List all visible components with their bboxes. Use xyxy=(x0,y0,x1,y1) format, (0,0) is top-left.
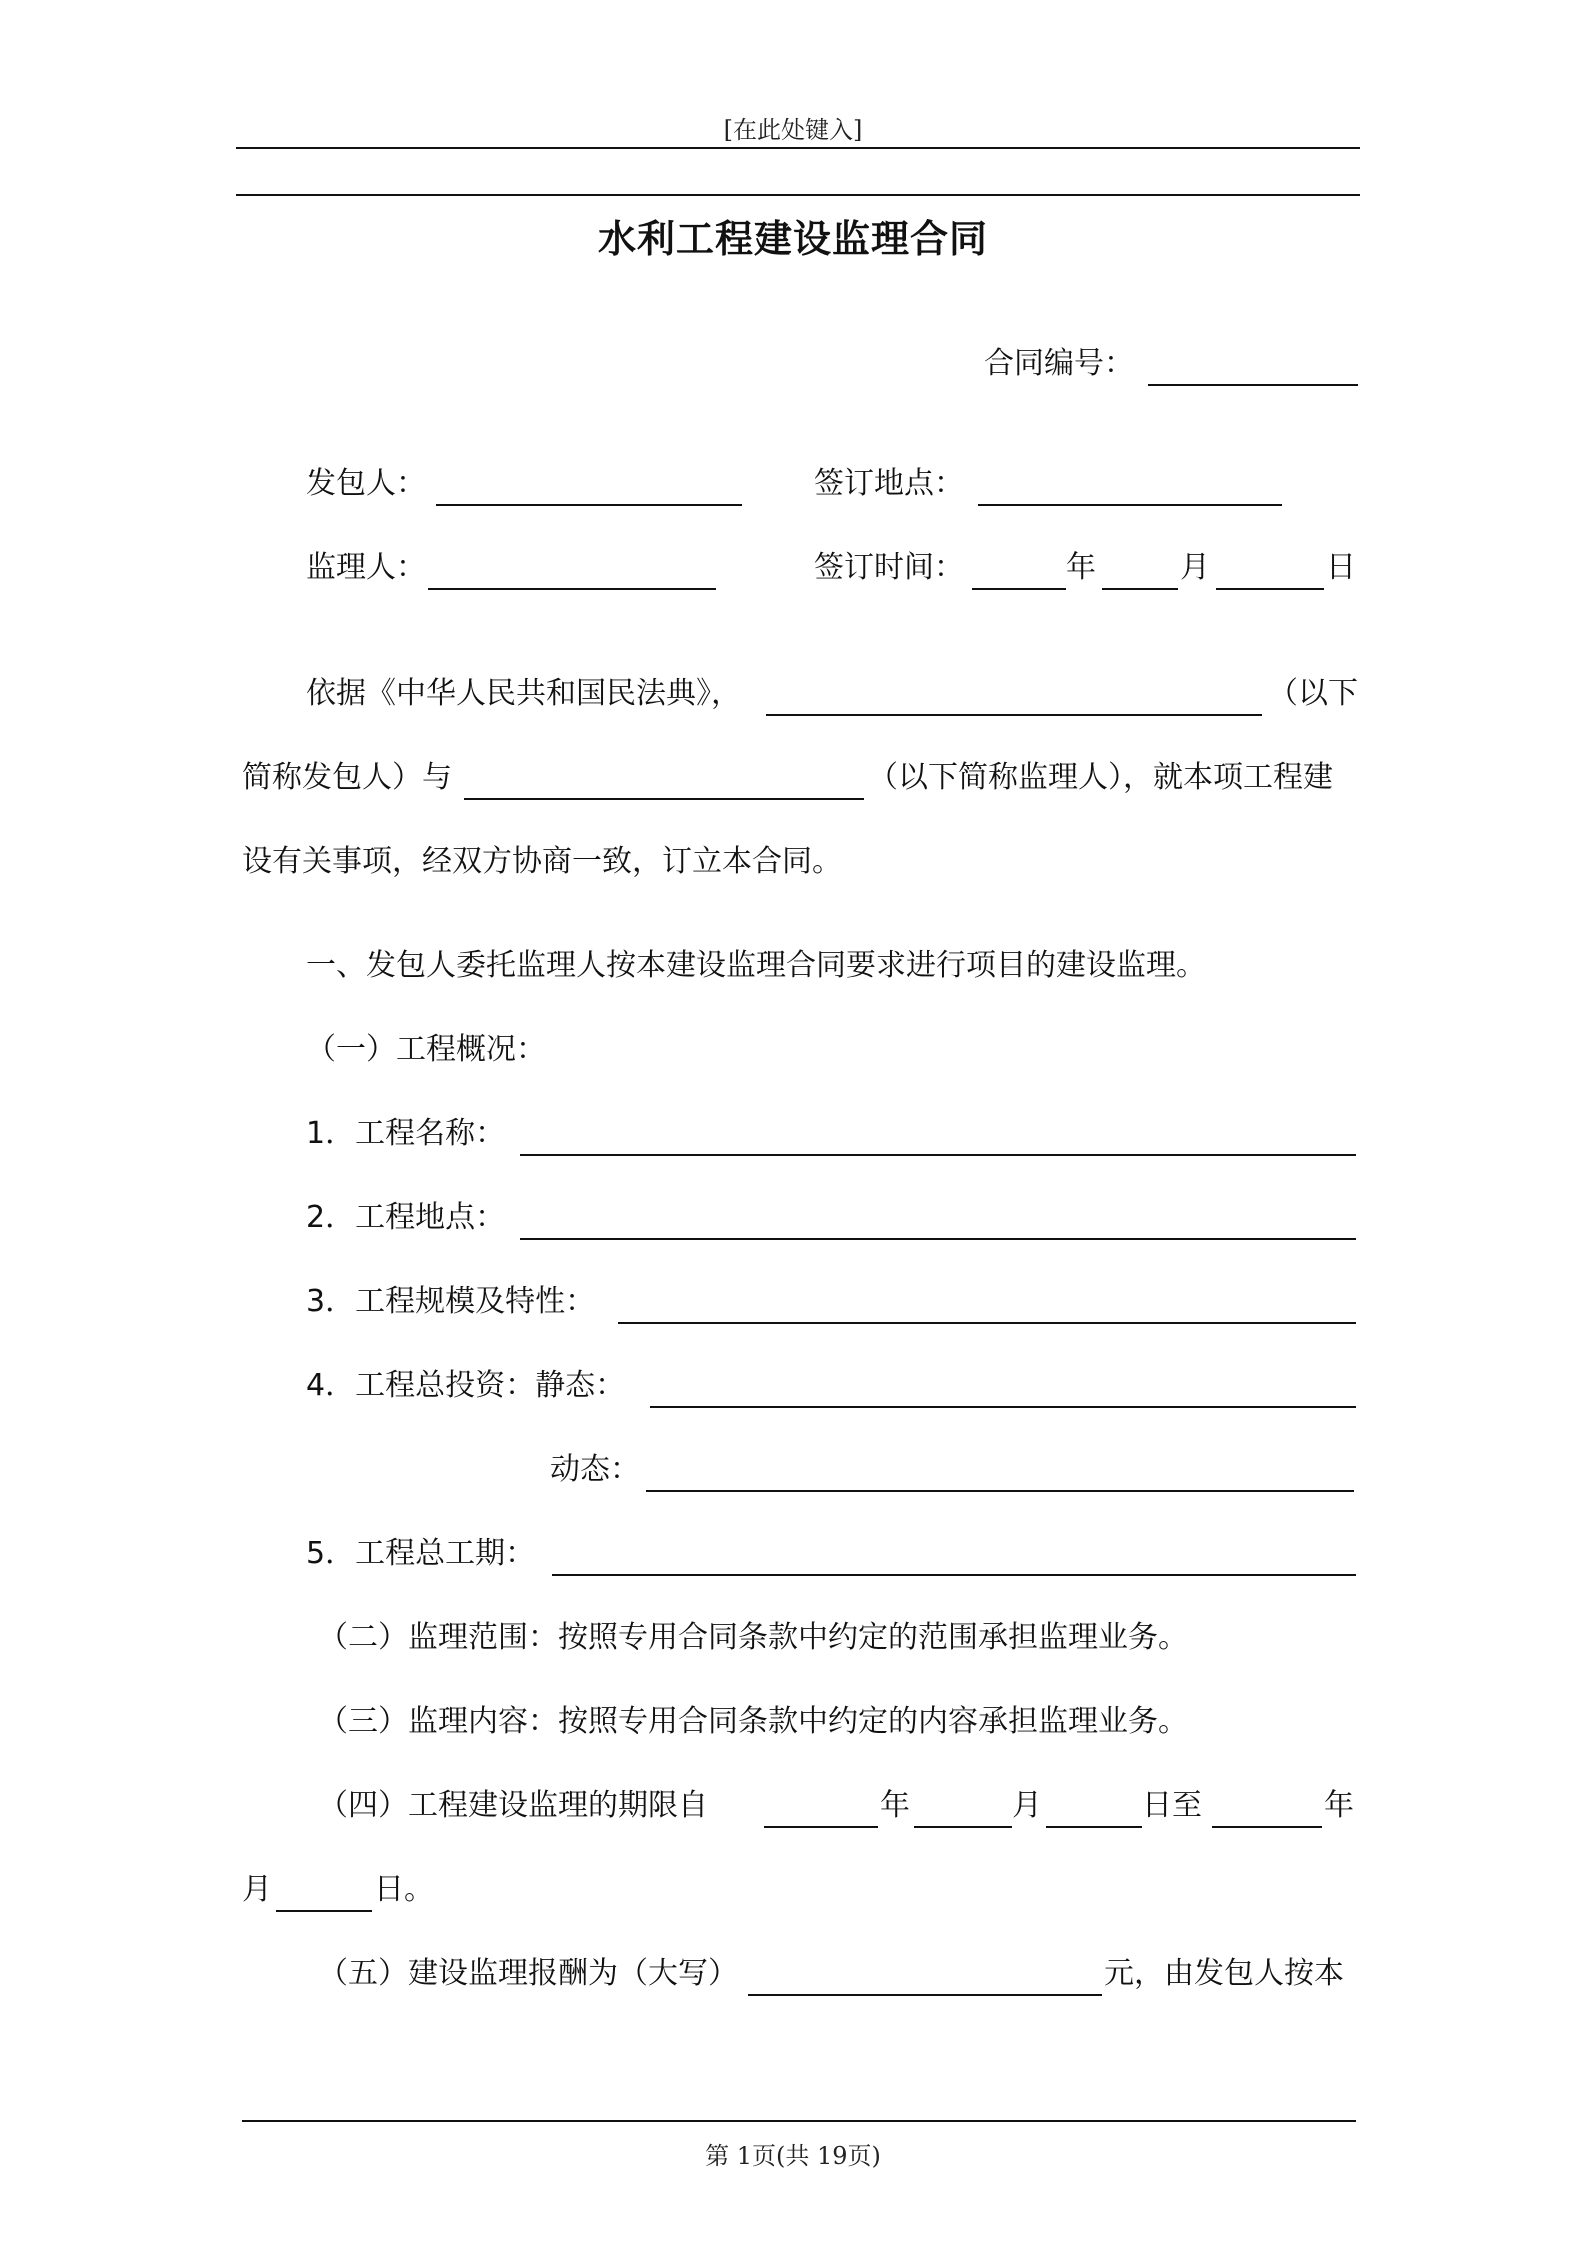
employer-name-blank[interactable] xyxy=(766,714,1262,716)
footer-rule xyxy=(242,2120,1356,2122)
term-prefix: （四）工程建设监理的期限自 xyxy=(318,1788,708,1823)
term-start-day-unit: 日至 xyxy=(1142,1788,1202,1823)
term-end-year-blank[interactable] xyxy=(1212,1826,1322,1828)
sign-day-unit: 日 xyxy=(1326,550,1356,585)
project-scale-label: 3．工程规模及特性： xyxy=(306,1284,596,1319)
page-header: [在此处键入] xyxy=(723,116,863,144)
page-footer: 第 1页(共 19页) xyxy=(705,2142,881,2170)
project-scale-blank[interactable] xyxy=(618,1322,1356,1324)
content-text: （三）监理内容：按照专用合同条款中约定的内容承担监理业务。 xyxy=(318,1704,1188,1739)
document-title: 水利工程建设监理合同 xyxy=(597,217,988,261)
dynamic-invest-label: 动态： xyxy=(550,1452,640,1487)
sign-year-blank[interactable] xyxy=(972,588,1066,590)
sign-place-blank[interactable] xyxy=(978,504,1282,506)
term-end-year-unit: 年 xyxy=(1324,1788,1354,1823)
project-period-blank[interactable] xyxy=(552,1574,1356,1576)
contract-no-label: 合同编号： xyxy=(984,346,1134,381)
header-rule xyxy=(236,147,1360,149)
sign-month-blank[interactable] xyxy=(1102,588,1178,590)
term-start-month-unit: 月 xyxy=(1012,1788,1042,1823)
term-end-day-unit: 日。 xyxy=(374,1872,434,1907)
term-start-month-blank[interactable] xyxy=(914,1826,1012,1828)
fee-suffix: 元，由发包人按本 xyxy=(1104,1956,1344,1991)
intro-line3-text: 设有关事项，经双方协商一致，订立本合同。 xyxy=(242,844,842,879)
title-rule xyxy=(236,194,1360,196)
overview-heading: （一）工程概况： xyxy=(306,1032,546,1067)
employer-label: 发包人： xyxy=(306,466,426,501)
term-end-day-blank[interactable] xyxy=(276,1910,372,1912)
project-place-blank[interactable] xyxy=(520,1238,1356,1240)
term-start-day-blank[interactable] xyxy=(1046,1826,1142,1828)
project-invest-label: 4．工程总投资：静态： xyxy=(306,1368,626,1403)
project-period-label: 5．工程总工期： xyxy=(306,1536,536,1571)
term-start-year-unit: 年 xyxy=(880,1788,910,1823)
term-start-year-blank[interactable] xyxy=(764,1826,878,1828)
sign-year-unit: 年 xyxy=(1066,550,1096,585)
intro-line1-suffix: （以下 xyxy=(1268,676,1358,711)
intro-line2-text: 简称发包人）与 xyxy=(242,760,452,795)
supervisor-label: 监理人： xyxy=(306,550,426,585)
scope-text: （二）监理范围：按照专用合同条款中约定的范围承担监理业务。 xyxy=(318,1620,1188,1655)
intro-line2-suffix: （以下简称监理人），就本项工程建 xyxy=(868,760,1333,795)
sign-place-label: 签订地点： xyxy=(814,466,964,501)
contract-no-blank[interactable] xyxy=(1148,384,1358,386)
supervisor-name-blank[interactable] xyxy=(464,798,864,800)
sign-day-blank[interactable] xyxy=(1216,588,1324,590)
term-end-month-unit: 月 xyxy=(242,1872,272,1907)
static-invest-blank[interactable] xyxy=(650,1406,1356,1408)
employer-blank[interactable] xyxy=(436,504,742,506)
project-place-label: 2．工程地点： xyxy=(306,1200,506,1235)
sign-month-unit: 月 xyxy=(1180,550,1210,585)
intro-line1-text: 依据《中华人民共和国民法典》， xyxy=(306,676,741,711)
project-name-blank[interactable] xyxy=(520,1154,1356,1156)
section1-heading: 一、发包人委托监理人按本建设监理合同要求进行项目的建设监理。 xyxy=(306,948,1206,983)
sign-time-label: 签订时间： xyxy=(814,550,964,585)
supervisor-blank[interactable] xyxy=(428,588,716,590)
fee-prefix: （五）建设监理报酬为（大写） xyxy=(318,1956,738,1991)
project-name-label: 1．工程名称： xyxy=(306,1116,506,1151)
fee-amount-blank[interactable] xyxy=(748,1994,1102,1996)
dynamic-invest-blank[interactable] xyxy=(646,1490,1354,1492)
